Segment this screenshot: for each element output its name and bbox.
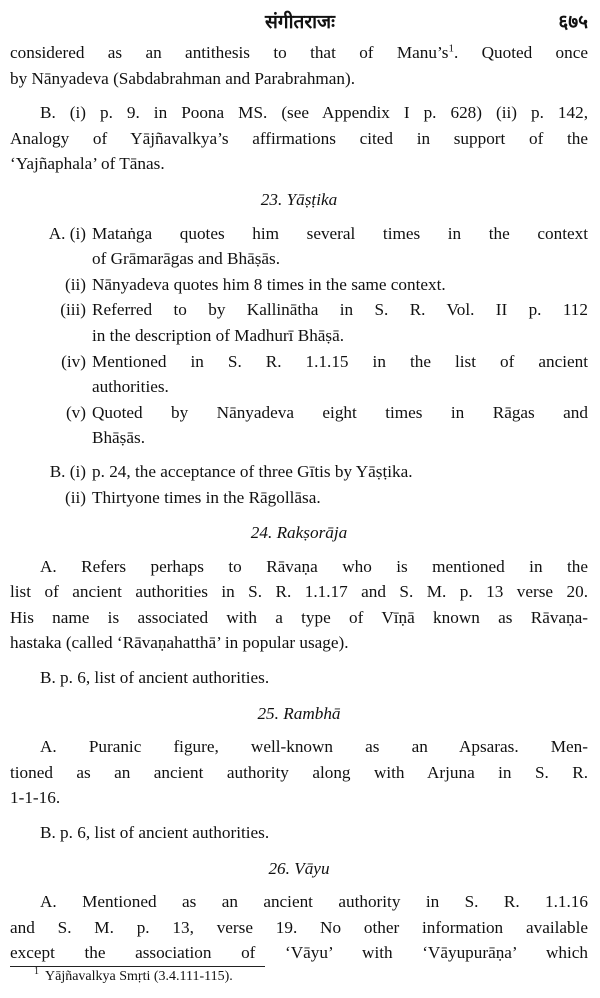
text-line: Analogy of Yājñavalkya’s affirmations cited in support of the [10, 128, 588, 148]
item-label: (v) [65, 402, 86, 422]
text-line: Referred to by Kallinātha in S. R. Vol. II p. 112 [92, 300, 588, 320]
footnote [34, 966, 233, 985]
text-line: tioned as an ancient authority along with Arjuna in S. R. [10, 762, 588, 782]
text-line: Bhāṣās. [92, 428, 145, 448]
text-line: hastaka (called ‘Rāvaṇahatthā’ in popular usage). [10, 633, 349, 653]
text-line: A. Mentioned as an ancient authority in S. R. 1.1.16 [40, 892, 588, 912]
section-heading-24: 24. Rakṣorāja [250, 523, 348, 543]
section-25-paragraph-b [10, 820, 588, 846]
section-24-paragraph-a [10, 554, 588, 656]
list-item [10, 459, 588, 485]
text-line: except the association of ‘Vāyu’ with ‘Vāyupurāṇa’ which [10, 943, 588, 963]
item-label: (iv) [61, 351, 86, 371]
section-heading-23: 23. Yāṣṭika [260, 189, 338, 209]
list-item [10, 221, 588, 272]
text-line: B. (i) p. 9. in Poona MS. (see Appendix I p. 628) (ii) p. 142, [40, 103, 588, 123]
section-26-paragraph-a [10, 889, 588, 966]
footnote-divider [10, 966, 265, 967]
text-line: ‘Yajñaphala’ of Tānas. [10, 154, 165, 174]
item-label: B. (i) [49, 461, 86, 481]
text-line: p. 24, the acceptance of three Gītis by Yāṣṭika. [92, 461, 413, 481]
text-line: of Grāmarāgas and Bhāṣās. [92, 249, 281, 269]
text-line: Nānyadeva quotes him 8 times in the same context. [92, 274, 446, 294]
section-23-list-a [10, 221, 588, 451]
text-line: list of ancient authorities in S. R. 1.1.17 and S. M. p. 13 verse 20. [10, 582, 588, 602]
text-line: His name is associated with a type of Vīṇā known as Rāvaṇa- [10, 607, 588, 627]
text-line: and S. M. p. 13, verse 19. No other information available [10, 917, 588, 937]
section-25-paragraph-a [10, 734, 588, 811]
section-24-paragraph-b [10, 665, 588, 691]
section-heading-25: 25. Rambhā [257, 703, 341, 723]
text-line: 1-1-16. [10, 788, 61, 808]
list-item [10, 485, 588, 511]
page-number: ६७५ [558, 11, 588, 33]
text-line: A. Puranic figure, well-known as an Apsaras. Men- [40, 737, 588, 757]
text-line: B. p. 6, list of ancient authorities. [40, 668, 270, 688]
text-line: in the description of Madhurī Bhāṣā. [92, 325, 345, 345]
section-23-list-b [10, 459, 588, 510]
footnote-text: Yājñavalkya Smṛti (3.4.111-115). [45, 969, 233, 984]
list-item [10, 349, 588, 400]
text-line: by Nānyadeva (Sabdabrahman and Parabrahman). [10, 68, 356, 88]
footnote-mark: 1 [34, 966, 39, 978]
list-item [10, 297, 588, 348]
section-heading-26: 26. Vāyu [268, 858, 330, 878]
running-head: संगीतराजः [265, 11, 335, 33]
item-label: (ii) [65, 487, 86, 507]
item-label: (iii) [60, 300, 86, 320]
page-header [0, 6, 600, 34]
text-line: authorities. [92, 377, 169, 397]
continued-paragraph [10, 40, 588, 91]
footnote-reference: 1 [448, 42, 454, 55]
text-line: Mataṅga quotes him several times in the context [92, 223, 588, 243]
list-item [10, 400, 588, 451]
item-label: (ii) [65, 274, 86, 294]
item-label: A. (i) [48, 223, 86, 243]
text-line: B. p. 6, list of ancient authorities. [40, 823, 270, 843]
list-item [10, 272, 588, 298]
text-line: Mentioned in S. R. 1.1.15 in the list of ancient [92, 351, 588, 371]
text-line: A. Refers perhaps to Rāvaṇa who is mentioned in the [40, 556, 588, 576]
text-line: Thirtyone times in the Rāgollāsa. [92, 487, 321, 507]
text-line: Quoted by Nānyadeva eight times in Rāgas and [92, 402, 588, 422]
paragraph-b-references [10, 100, 588, 177]
text-line: considered as an antithesis to that of $Manu’s^1$. Quoted once [10, 42, 588, 62]
